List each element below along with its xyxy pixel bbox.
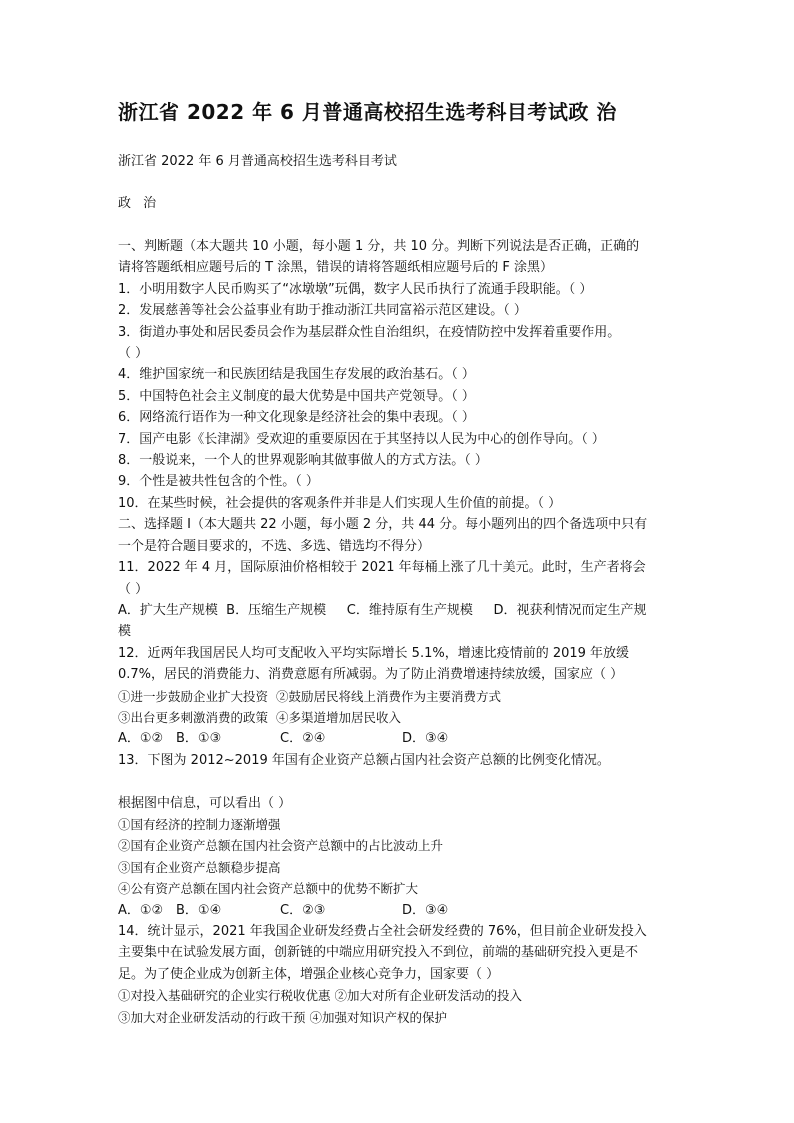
question-11-options: A．扩大生产规模 B．压缩生产规模 C．维持原有生产规模 D．视获利情况而定生产规 <box>118 602 647 618</box>
option-d: D．③④ <box>402 731 449 747</box>
question-11-options-cont: 模 <box>118 624 132 640</box>
question-14: 14．统计显示，2021 年我国企业研发经费占全社会研发经费的 76%，但目前企业研发投入 <box>118 923 647 939</box>
question-14-statements: ③加大对企业研发活动的行政干预 ④加强对知识产权的保护 <box>118 1009 447 1025</box>
section-heading: 一个是符合题目要求的，不选、多选、错选均不得分） <box>118 538 431 554</box>
option-b: B．①④ <box>176 902 222 918</box>
question-5: 5．中国特色社会主义制度的最大优势是中国共产党领导。（ ） <box>118 388 475 404</box>
question-12-statements: ③出台更多刺激消费的政策 ④多渠道增加居民收入 <box>118 709 401 725</box>
section-choice <box>118 514 682 1028</box>
section-judgment <box>118 236 682 514</box>
question-10: 10．在某些时候，社会提供的客观条件并非是人们实现人生价值的前提。（ ） <box>118 495 562 511</box>
question-12-statements: ①进一步鼓励企业扩大投资 ②鼓励居民将线上消费作为主要消费方式 <box>118 688 501 704</box>
figure-placeholder <box>118 771 682 792</box>
section-heading: 一、判断题（本大题共 10 小题，每小题 1 分，共 10 分。判断下列说法是否正确，正确的 <box>118 239 640 254</box>
question-13-statement: ①国有经济的控制力逐渐增强 <box>118 816 281 832</box>
question-2: 2．发展慈善等社会公益事业有助于推动浙江共同富裕示范区建设。（ ） <box>118 303 527 319</box>
option-b: B．①③ <box>176 731 222 747</box>
question-12: 12．近两年我国居民人均可支配收入平均实际增长 5.1%，增速比疫情前的 2019 年放缓 <box>118 645 630 661</box>
question-13-statement: ④公有资产总额在国内社会资产总额中的优势不断扩大 <box>118 881 419 897</box>
document-title: 浙江省 2022 年 6 月普通高校招生选考科目考试政 治 <box>118 100 617 124</box>
option-a: A．①② <box>118 902 164 918</box>
question-12-options <box>118 728 682 749</box>
question-14-statements: ①对投入基础研究的企业实行税收优惠 ②加大对所有企业研发活动的投入 <box>118 988 522 1004</box>
option-c: C．②④ <box>280 731 326 747</box>
section-heading: 二、选择题 I（本大题共 22 小题，每小题 2 分，共 44 分。每小题列出的四个备选项中只有 <box>118 517 648 533</box>
section-heading: 请将答题纸相应题号后的 T 涂黑，错误的请将答题纸相应题号后的 F 涂黑） <box>118 260 553 276</box>
option-d: D．③④ <box>402 902 449 918</box>
question-13-stem: 根据图中信息，可以看出（ ） <box>118 795 292 811</box>
question-13-statement: ③国有企业资产总额稳步提高 <box>118 859 281 875</box>
option-c: C．②③ <box>280 902 326 918</box>
question-7: 7．国产电影《长津湖》受欢迎的重要原因在于其坚持以人民为中心的创作导向。（ ） <box>118 431 605 447</box>
question-13: 13．下图为 2012~2019 年国有企业资产总额占国内社会资产总额的比例变化情况。 <box>118 752 610 768</box>
question-12-cont: 0.7%，居民的消费能力、消费意愿有所减弱。为了防止消费增速持续放缓，国家应（ ） <box>118 667 624 683</box>
question-6: 6．网络流行语作为一种文化现象是经济社会的集中表现。（ ） <box>118 410 475 426</box>
question-11-blank: （ ） <box>118 581 149 597</box>
question-14-cont: 主要集中在试验发展方面，创新链的中端应用研究投入不到位，前端的基础研究投入更是不 <box>118 945 639 961</box>
subject-label: 政 治 <box>118 196 161 211</box>
question-9: 9．个性是被共性包含的个性。（ ） <box>118 474 319 490</box>
question-4: 4．维护国家统一和民族团结是我国生存发展的政治基石。（ ） <box>118 367 475 383</box>
question-14-cont: 足。为了使企业成为创新主体，增强企业核心竞争力，国家要（ ） <box>118 966 500 982</box>
question-13-options <box>118 900 682 921</box>
question-1: 1．小明用数字人民币购买了“冰墩墩”玩偶，数字人民币执行了流通手段职能。（ ） <box>118 281 593 297</box>
option-a: A．①② <box>118 731 164 747</box>
question-8: 8．一般说来，一个人的世界观影响其做事做人的方式方法。（ ） <box>118 453 488 469</box>
question-3-blank: （ ） <box>118 346 149 362</box>
exam-subtitle: 浙江省 2022 年 6 月普通高校招生选考科目考试 <box>118 154 397 169</box>
question-11: 11．2022 年 4 月，国际原油价格相较于 2021 年每桶上涨了几十美元。此时，生产者将会 <box>118 560 646 576</box>
question-3: 3．街道办事处和居民委员会作为基层群众性自治组织，在疫情防控中发挥着重要作用。 <box>118 324 621 340</box>
question-13-statement: ②国有企业资产总额在国内社会资产总额中的占比波动上升 <box>118 838 444 854</box>
